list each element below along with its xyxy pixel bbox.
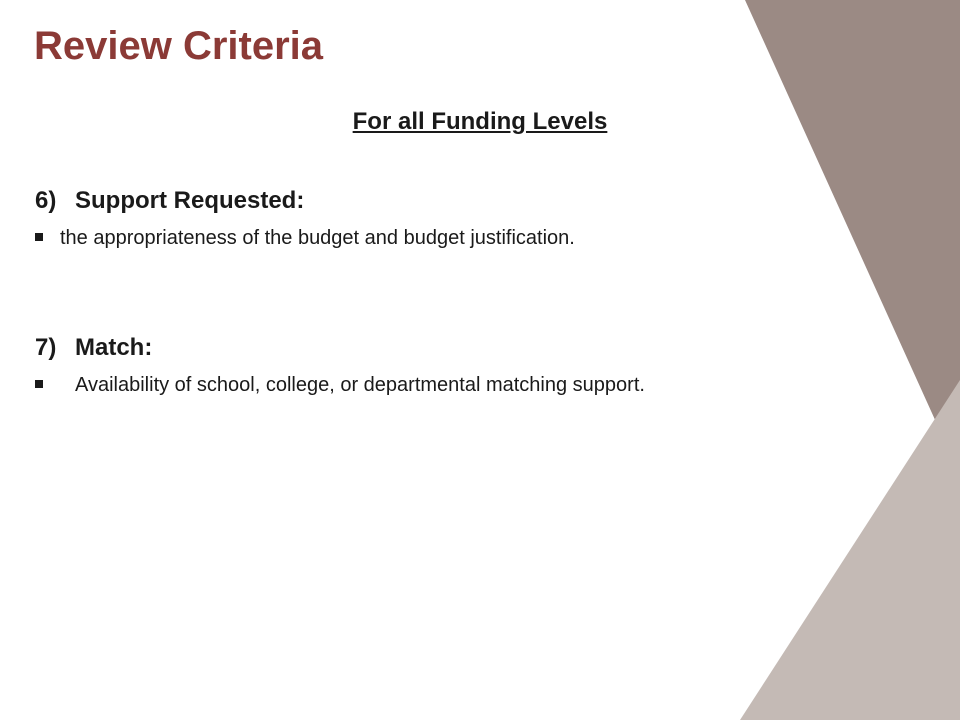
bullet-square-icon	[35, 380, 43, 388]
bullet-text: Availability of school, college, or departmental matching support.	[75, 374, 645, 396]
section-number: 6)	[35, 187, 57, 214]
decorative-dark-triangle	[745, 0, 960, 475]
section-heading-match	[35, 333, 152, 363]
bullet-square-icon	[35, 233, 43, 241]
section-number: 7)	[35, 334, 57, 361]
slide-title: Review Criteria	[34, 24, 324, 68]
section-heading-text: Support Requested:	[75, 187, 305, 214]
bullet-text: the appropriateness of the budget and budget justification.	[60, 227, 575, 249]
decorative-light-triangle	[740, 380, 960, 720]
bullet-budget-appropriateness	[35, 223, 675, 253]
bullet-matching-support	[35, 370, 925, 400]
slide-subtitle: For all Funding Levels	[352, 108, 608, 135]
section-heading-support-requested	[35, 186, 304, 216]
section-heading-text: Match:	[75, 334, 153, 361]
